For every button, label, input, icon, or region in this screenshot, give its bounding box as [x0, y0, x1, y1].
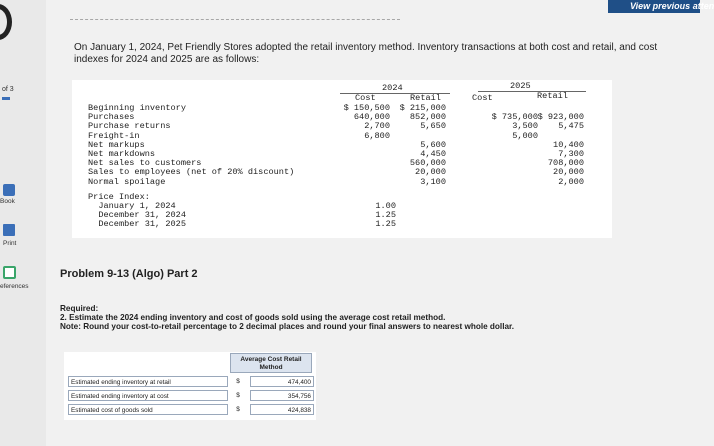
print-label[interactable]: Print [3, 240, 17, 247]
retail-2024-value: 560,000 [409, 158, 446, 169]
view-previous-attempt-button[interactable]: View previous atten [608, 0, 700, 13]
currency-symbol: $ [236, 406, 240, 413]
retail-2024-value: 852,000 [409, 112, 446, 123]
retail-2025-value: 10,400 [553, 139, 584, 150]
retail-2025-value: 5,475 [558, 121, 584, 132]
cost-2024-value: $ 150,500 [343, 103, 390, 113]
row-label: December 31, 2024 [88, 210, 186, 221]
faded-header-text [70, 19, 400, 25]
year-2025-underline [478, 91, 586, 92]
print-icon[interactable] [3, 224, 15, 236]
answer-row [68, 390, 314, 401]
row-label: Beginning inventory [88, 103, 186, 113]
row-label: Purchase returns [88, 121, 171, 132]
col-retail-2025: Retail [537, 91, 568, 101]
row-label: Freight-in [88, 130, 140, 141]
answer-input[interactable]: 424,838 [250, 404, 314, 415]
retail-2025-value: 708,000 [547, 158, 584, 169]
retail-2024-value: 3,100 [420, 176, 446, 187]
col-cost-2024: Cost [355, 93, 376, 103]
answer-row-label: Estimated ending inventory at cost [68, 390, 228, 401]
col-cost-2025: Cost [472, 93, 493, 103]
retail-2024-value: 5,600 [420, 139, 446, 150]
row-label: Net sales to customers [88, 158, 202, 169]
row-label: Purchases [88, 112, 135, 123]
retail-2025-value: $ 923,000 [537, 112, 584, 123]
cost-2024-value: 1.00 [375, 201, 396, 211]
progress-ring-icon [0, 4, 12, 40]
answer-input[interactable]: 354,756 [250, 390, 314, 401]
currency-symbol: $ [236, 392, 240, 399]
answer-row [68, 376, 314, 387]
answer-column-header: Average Cost Retail Method [230, 353, 312, 373]
cost-2025-value: $ 735,000 [491, 112, 538, 123]
year-2024-header: 2024 [382, 83, 403, 93]
cost-2024-value: 640,000 [353, 112, 390, 123]
required-label: Required: [60, 304, 99, 313]
problem-title: Problem 9-13 (Algo) Part 2 [60, 268, 198, 280]
answer-table [64, 352, 316, 420]
cost-2024-value: 2,700 [364, 121, 390, 132]
row-label: Net markdowns [88, 149, 156, 159]
row-label: Price Index: [88, 191, 150, 202]
retail-2025-value: 2,000 [558, 176, 584, 187]
left-sidebar [0, 0, 46, 446]
retail-2024-value: 20,000 [415, 167, 446, 178]
answer-row [68, 404, 314, 415]
note-text: Note: Round your cost-to-retail percentage to 2 decimal places and round your final answers to nearest whole dollar. [60, 322, 515, 331]
answer-row-label: Estimated ending inventory at retail [68, 376, 228, 387]
page-indicator-bar [2, 97, 10, 100]
row-label: Net markups [88, 139, 145, 150]
year-2025-header: 2025 [510, 81, 531, 91]
required-text: 2. Estimate the 2024 ending inventory and cost of goods sold using the average cost retail method. [60, 313, 446, 322]
cost-2024-value: 6,800 [364, 130, 390, 141]
book-icon[interactable] [3, 184, 15, 196]
book-label[interactable]: Book [0, 198, 15, 205]
page-indicator: of 3 [2, 86, 14, 93]
problem-intro: On January 1, 2024, Pet Friendly Stores adopted the retail inventory method. Inventory transactions at both cost and retail, and cost indexes for 2024 and 2025 are as follows: [74, 42, 658, 65]
row-label: Sales to employees (net of 20% discount) [88, 167, 295, 178]
cost-2025-value: 3,500 [512, 121, 538, 132]
row-label: Normal spoilage [88, 176, 166, 187]
row-label: December 31, 2025 [88, 219, 186, 230]
retail-2024-value: 4,450 [420, 149, 446, 159]
col-retail-2024: Retail [410, 93, 441, 103]
retail-2025-value: 7,300 [558, 149, 584, 159]
cost-2024-value: 1.25 [375, 210, 396, 221]
row-label: January 1, 2024 [88, 201, 176, 211]
currency-symbol: $ [236, 378, 240, 385]
answer-row-label: Estimated cost of goods sold [68, 404, 228, 415]
inventory-data-table [72, 80, 612, 238]
retail-2024-value: 5,650 [420, 121, 446, 132]
references-label[interactable]: eferences [0, 283, 29, 290]
required-section [60, 304, 680, 331]
answer-input[interactable]: 474,400 [250, 376, 314, 387]
retail-2025-value: 20,000 [553, 167, 584, 178]
references-icon[interactable] [3, 266, 16, 279]
retail-2024-value: $ 215,000 [399, 103, 446, 113]
cost-2025-value: 5,000 [512, 130, 538, 141]
cost-2024-value: 1.25 [375, 219, 396, 230]
